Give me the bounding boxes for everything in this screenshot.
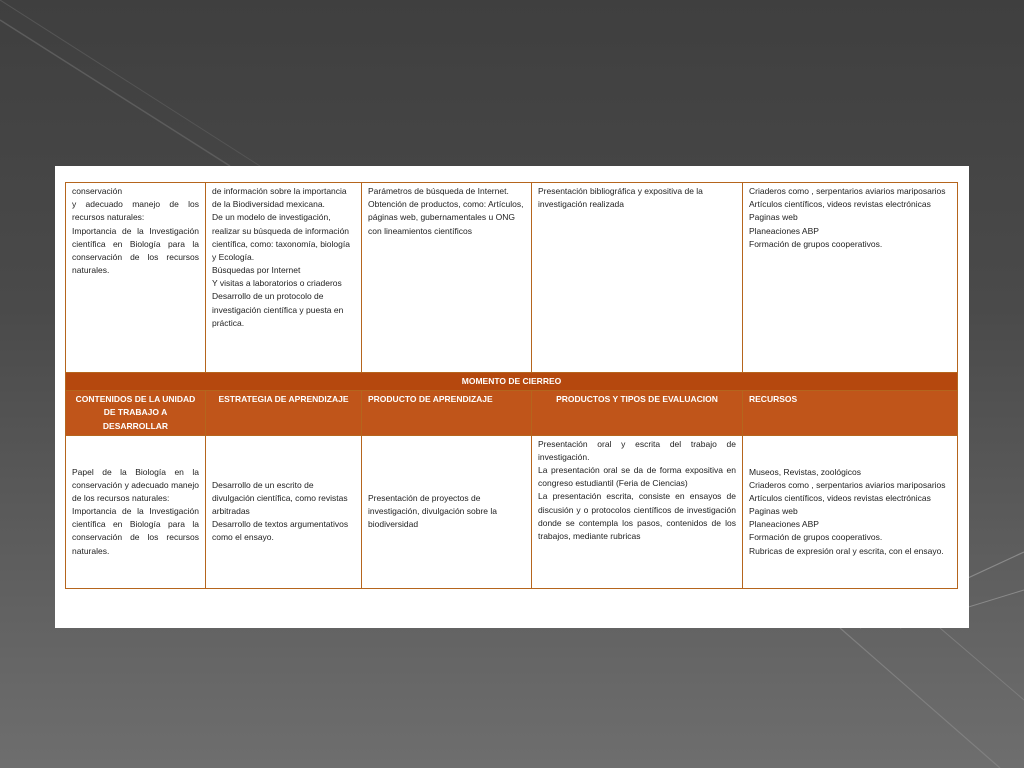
cell-text: La presentación oral se da de forma expositiva en congreso estudiantil (Feria de Ciencias) [538,465,736,489]
header-contents: CONTENIDOS DE LA UNIDAD DE TRABAJO A DESARROLLAR [66,391,206,436]
cell-text: conservación [72,186,123,196]
top-cell-product [362,183,532,373]
cell-text: Criaderos como , serpentarios aviarios mariposarios [749,186,946,196]
cell-text: Presentación de proyectos de investigación, divulgación sobre la biodiversidad [368,492,497,530]
cell-text: Planeaciones ABP [749,519,819,530]
cell-text: y adecuado manejo de los recursos naturales: [72,199,199,223]
cell-text: Obtención de productos, como: Artículos, páginas web, gubernamentales u ONG con lineamientos científicos [368,199,524,236]
header-resources: RECURSOS [743,391,958,436]
cell-text: Rubricas de expresión oral y escrita, con el ensayo. [749,545,944,556]
cell-text: Búsquedas por Internet [212,265,301,276]
cell-text: Parámetros de búsqueda de Internet. [368,186,509,196]
cell-text: Formación de grupos cooperativos. [749,238,883,249]
learning-plan-table [65,182,958,589]
cell-text: Artículos científicos, videos revistas electrónicas [749,199,931,210]
cell-text: Artículos científicos, videos revistas electrónicas [749,492,931,503]
header-product: PRODUCTO DE APRENDIZAJE [362,391,532,436]
cell-text: Y visitas a laboratorios o criaderos [212,278,342,289]
slide-content-panel [55,166,969,628]
cell-text: Papel de la Biología en la conservación y adecuado manejo de los recursos naturales: [72,466,199,503]
cell-text: Paginas web [749,212,798,223]
bottom-cell-contents [66,435,206,588]
bottom-cell-evaluation [532,435,743,588]
cell-text: Museos, Revistas, zoológicos [749,466,861,477]
bottom-cell-resources [743,435,958,588]
cell-text: Desarrollo de un escrito de divulgación científica, como revistas arbitradas [212,479,348,517]
top-cell-strategy [206,183,362,373]
table-row [66,183,958,373]
cell-text: Desarrollo de un protocolo de investigación científica y puesta en práctica. [212,291,344,328]
top-cell-contents [66,183,206,373]
cell-text: De un modelo de investigación, realizar su búsqueda de información científica, como: taxonomía, biología y Ecología. [212,212,350,262]
cell-text: de información sobre la importancia de la Biodiversidad mexicana. [212,186,347,210]
closing-moment-row [66,373,958,391]
header-evaluation: PRODUCTOS Y TIPOS DE EVALUACION [532,391,743,436]
cell-text: Formación de grupos cooperativos. [749,532,883,543]
cell-text: Desarrollo de textos argumentativos como el ensayo. [212,519,349,543]
bottom-cell-product [362,435,532,588]
cell-text: Planeaciones ABP [749,225,819,236]
cell-text: Criaderos como , serpentarios aviarios mariposarios [749,479,946,490]
cell-text: Importancia de la Investigación científica en Biología para la conservación de los recursos naturales. [72,225,199,276]
closing-moment-title: MOMENTO DE CIERREO [66,373,958,391]
top-cell-evaluation [532,183,743,373]
cell-text: La presentación escrita, consiste en ensayos de discusión y o protocolos científicos de investigación donde se contempla los pasos, contenidos de los trabajos, mediante rubricas [538,491,736,541]
table-row [66,435,958,588]
bottom-cell-strategy [206,435,362,588]
cell-text: Presentación bibliográfica y expositiva de la investigación realizada [538,186,703,210]
cell-text: Paginas web [749,506,798,517]
cell-text: Presentación oral y escrita del trabajo de investigación. [538,438,736,462]
column-header-row [66,391,958,436]
cell-text: Importancia de la Investigación científica en Biología para la conservación de los recursos naturales. [72,506,199,556]
header-strategy: ESTRATEGIA DE APRENDIZAJE [206,391,362,436]
top-cell-resources [743,183,958,373]
